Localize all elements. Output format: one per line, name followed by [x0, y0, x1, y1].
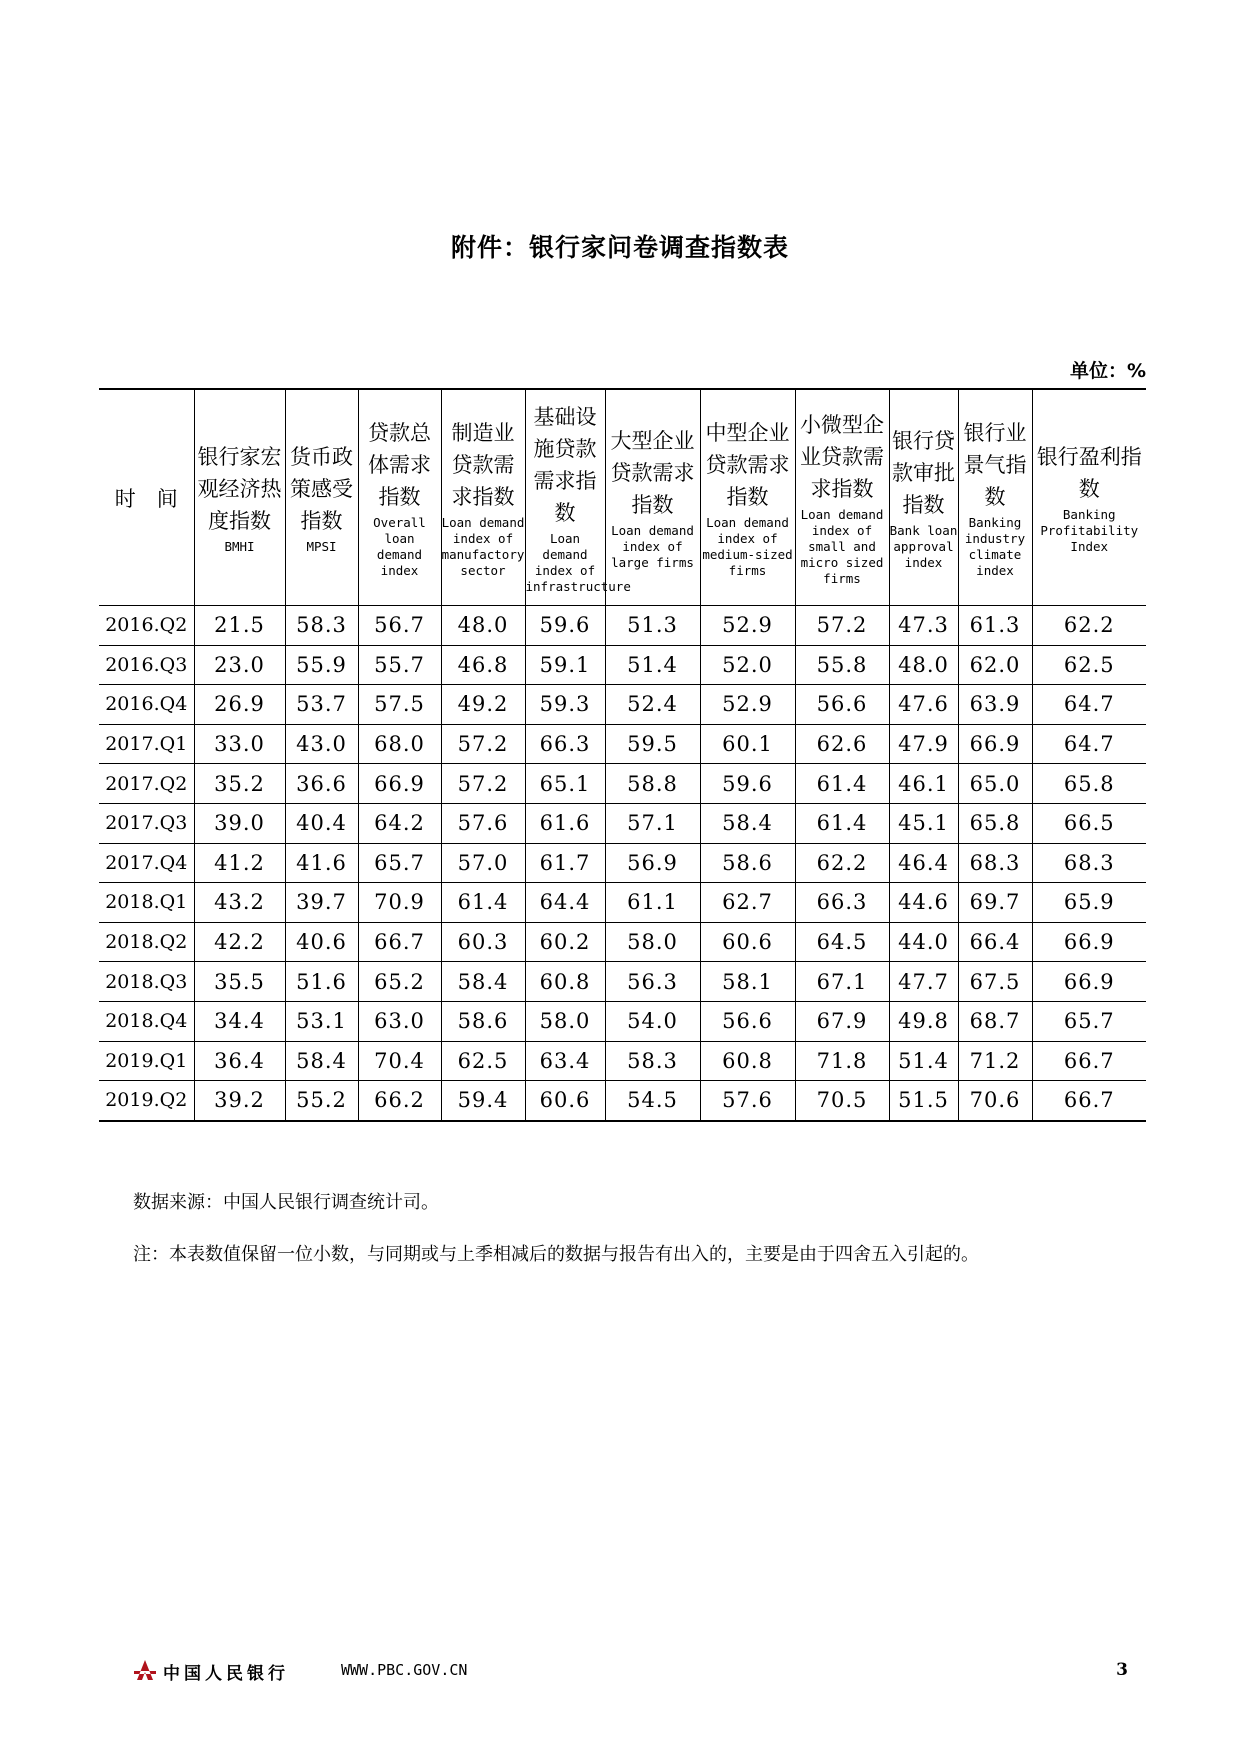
value-cell: 71.8 [795, 1041, 889, 1081]
value-cell: 34.4 [194, 1001, 285, 1041]
column-header [358, 389, 441, 606]
period-cell: 2017.Q1 [99, 724, 194, 764]
value-cell: 56.9 [605, 843, 700, 883]
value-cell: 58.0 [525, 1001, 605, 1041]
column-header-en: MPSI [306, 538, 337, 554]
value-cell: 57.6 [700, 1081, 795, 1121]
value-cell: 49.8 [889, 1001, 958, 1041]
value-cell: 42.2 [194, 922, 285, 962]
value-cell: 51.3 [605, 606, 700, 646]
value-cell: 55.7 [358, 645, 441, 685]
value-cell: 69.7 [958, 883, 1032, 923]
column-header [441, 389, 525, 606]
value-cell: 66.9 [1032, 922, 1146, 962]
column-header-en: Overall loan demand index [373, 514, 426, 578]
index-table [99, 388, 1146, 1122]
value-cell: 51.4 [605, 645, 700, 685]
value-cell: 67.5 [958, 962, 1032, 1002]
value-cell: 64.7 [1032, 685, 1146, 725]
value-cell: 58.4 [285, 1041, 358, 1081]
table-row [99, 883, 1146, 923]
value-cell: 51.5 [889, 1081, 958, 1121]
value-cell: 65.2 [358, 962, 441, 1002]
value-cell: 62.0 [958, 645, 1032, 685]
table-header-row [99, 389, 1146, 606]
value-cell: 41.6 [285, 843, 358, 883]
value-cell: 66.7 [1032, 1081, 1146, 1121]
value-cell: 44.6 [889, 883, 958, 923]
value-cell: 66.9 [1032, 962, 1146, 1002]
value-cell: 44.0 [889, 922, 958, 962]
value-cell: 65.1 [525, 764, 605, 804]
value-cell: 46.4 [889, 843, 958, 883]
value-cell: 36.4 [194, 1041, 285, 1081]
column-header-en: BMHI [224, 538, 255, 554]
value-cell: 59.3 [525, 685, 605, 725]
value-cell: 47.9 [889, 724, 958, 764]
table-row [99, 1081, 1146, 1121]
source-note: 数据来源：中国人民银行调查统计司。 [133, 1192, 439, 1213]
value-cell: 65.8 [958, 803, 1032, 843]
column-header-en: Banking industry climate index [964, 514, 1026, 578]
value-cell: 66.9 [958, 724, 1032, 764]
time-header-label: 时 间 [114, 486, 178, 511]
value-cell: 52.0 [700, 645, 795, 685]
column-header-cn: 贷款总体需求指数 [368, 420, 431, 509]
remark-note: 注：本表数值保留一位小数，与同期或与上季相减后的数据与报告有出入的，主要是由于四舍五入引起的。 [133, 1244, 979, 1265]
value-cell: 49.2 [441, 685, 525, 725]
value-cell: 56.3 [605, 962, 700, 1002]
value-cell: 52.9 [700, 606, 795, 646]
value-cell: 57.2 [441, 764, 525, 804]
value-cell: 47.7 [889, 962, 958, 1002]
table-row [99, 724, 1146, 764]
value-cell: 43.2 [194, 883, 285, 923]
value-cell: 65.0 [958, 764, 1032, 804]
column-header-cn: 小微型企业贷款需求指数 [800, 412, 884, 501]
value-cell: 52.4 [605, 685, 700, 725]
value-cell: 62.2 [1032, 606, 1146, 646]
value-cell: 66.7 [1032, 1041, 1146, 1081]
value-cell: 58.6 [441, 1001, 525, 1041]
value-cell: 62.2 [795, 843, 889, 883]
value-cell: 57.1 [605, 803, 700, 843]
value-cell: 63.4 [525, 1041, 605, 1081]
value-cell: 46.8 [441, 645, 525, 685]
column-header-cn: 银行业景气指数 [963, 420, 1027, 509]
value-cell: 54.0 [605, 1001, 700, 1041]
value-cell: 41.2 [194, 843, 285, 883]
value-cell: 40.6 [285, 922, 358, 962]
value-cell: 68.3 [1032, 843, 1146, 883]
value-cell: 66.9 [358, 764, 441, 804]
value-cell: 64.5 [795, 922, 889, 962]
time-header [99, 389, 194, 606]
period-cell: 2016.Q2 [99, 606, 194, 646]
value-cell: 58.3 [605, 1041, 700, 1081]
value-cell: 56.6 [700, 1001, 795, 1041]
value-cell: 21.5 [194, 606, 285, 646]
column-header [958, 389, 1032, 606]
value-cell: 66.3 [795, 883, 889, 923]
column-header [1032, 389, 1146, 606]
value-cell: 60.6 [525, 1081, 605, 1121]
value-cell: 61.4 [441, 883, 525, 923]
value-cell: 53.7 [285, 685, 358, 725]
value-cell: 43.0 [285, 724, 358, 764]
column-header-cn: 银行家宏观经济热度指数 [197, 444, 282, 533]
period-cell: 2017.Q3 [99, 803, 194, 843]
column-header-en: Loan demand index of manufactory sector [441, 514, 525, 578]
column-header-en: Loan demand index of small and micro sized firms [800, 506, 884, 586]
unit-label: 单位：% [1069, 360, 1146, 382]
column-header [605, 389, 700, 606]
value-cell: 68.3 [958, 843, 1032, 883]
value-cell: 60.3 [441, 922, 525, 962]
table-row [99, 962, 1146, 1002]
column-header-en: Banking Profitability Index [1040, 506, 1139, 554]
value-cell: 67.1 [795, 962, 889, 1002]
value-cell: 39.2 [194, 1081, 285, 1121]
value-cell: 35.5 [194, 962, 285, 1002]
period-cell: 2017.Q4 [99, 843, 194, 883]
value-cell: 57.2 [795, 606, 889, 646]
value-cell: 60.1 [700, 724, 795, 764]
value-cell: 57.0 [441, 843, 525, 883]
value-cell: 60.6 [700, 922, 795, 962]
value-cell: 61.1 [605, 883, 700, 923]
value-cell: 66.5 [1032, 803, 1146, 843]
table-row [99, 685, 1146, 725]
value-cell: 70.9 [358, 883, 441, 923]
value-cell: 45.1 [889, 803, 958, 843]
value-cell: 47.3 [889, 606, 958, 646]
column-header-en: Loan demand index of infrastructure [525, 530, 631, 594]
value-cell: 57.2 [441, 724, 525, 764]
value-cell: 58.6 [700, 843, 795, 883]
value-cell: 62.6 [795, 724, 889, 764]
column-header [194, 389, 285, 606]
column-header-cn: 制造业贷款需求指数 [451, 420, 515, 509]
pbc-logo-icon [133, 1659, 157, 1681]
column-header-en: Bank loan approval index [889, 522, 958, 570]
value-cell: 60.8 [700, 1041, 795, 1081]
period-cell: 2017.Q2 [99, 764, 194, 804]
value-cell: 57.6 [441, 803, 525, 843]
value-cell: 46.1 [889, 764, 958, 804]
value-cell: 59.5 [605, 724, 700, 764]
value-cell: 59.6 [700, 764, 795, 804]
period-cell: 2018.Q3 [99, 962, 194, 1002]
column-header-cn: 大型企业贷款需求指数 [610, 428, 695, 517]
value-cell: 39.0 [194, 803, 285, 843]
value-cell: 66.3 [525, 724, 605, 764]
value-cell: 55.9 [285, 645, 358, 685]
value-cell: 58.8 [605, 764, 700, 804]
page-number: 3 [1116, 1660, 1128, 1680]
value-cell: 70.5 [795, 1081, 889, 1121]
value-cell: 66.2 [358, 1081, 441, 1121]
value-cell: 52.9 [700, 685, 795, 725]
value-cell: 61.7 [525, 843, 605, 883]
value-cell: 66.4 [958, 922, 1032, 962]
value-cell: 53.1 [285, 1001, 358, 1041]
value-cell: 59.6 [525, 606, 605, 646]
value-cell: 58.0 [605, 922, 700, 962]
page-title: 附件：银行家问卷调查指数表 [450, 233, 789, 262]
value-cell: 36.6 [285, 764, 358, 804]
value-cell: 58.3 [285, 606, 358, 646]
value-cell: 33.0 [194, 724, 285, 764]
column-header [285, 389, 358, 606]
value-cell: 63.0 [358, 1001, 441, 1041]
value-cell: 57.5 [358, 685, 441, 725]
column-header-cn: 银行贷款审批指数 [892, 428, 955, 517]
period-cell: 2019.Q1 [99, 1041, 194, 1081]
value-cell: 65.8 [1032, 764, 1146, 804]
column-header-cn: 银行盈利指数 [1036, 444, 1142, 501]
column-header [700, 389, 795, 606]
value-cell: 54.5 [605, 1081, 700, 1121]
value-cell: 40.4 [285, 803, 358, 843]
table-row [99, 606, 1146, 646]
column-header-cn: 基础设施贷款需求指数 [533, 404, 597, 525]
value-cell: 61.6 [525, 803, 605, 843]
column-header-cn: 中型企业贷款需求指数 [705, 420, 790, 509]
value-cell: 61.3 [958, 606, 1032, 646]
value-cell: 51.4 [889, 1041, 958, 1081]
value-cell: 71.2 [958, 1041, 1032, 1081]
value-cell: 61.4 [795, 803, 889, 843]
value-cell: 70.6 [958, 1081, 1032, 1121]
value-cell: 48.0 [889, 645, 958, 685]
value-cell: 60.2 [525, 922, 605, 962]
period-cell: 2016.Q4 [99, 685, 194, 725]
value-cell: 61.4 [795, 764, 889, 804]
value-cell: 58.4 [441, 962, 525, 1002]
value-cell: 64.7 [1032, 724, 1146, 764]
value-cell: 26.9 [194, 685, 285, 725]
website-link[interactable]: WWW.PBC.GOV.CN [341, 1661, 468, 1679]
value-cell: 62.5 [1032, 645, 1146, 685]
table-row [99, 764, 1146, 804]
table-row [99, 922, 1146, 962]
value-cell: 62.5 [441, 1041, 525, 1081]
value-cell: 58.1 [700, 962, 795, 1002]
value-cell: 65.9 [1032, 883, 1146, 923]
value-cell: 55.2 [285, 1081, 358, 1121]
value-cell: 59.1 [525, 645, 605, 685]
value-cell: 56.7 [358, 606, 441, 646]
period-cell: 2018.Q2 [99, 922, 194, 962]
value-cell: 68.7 [958, 1001, 1032, 1041]
value-cell: 70.4 [358, 1041, 441, 1081]
value-cell: 64.4 [525, 883, 605, 923]
value-cell: 63.9 [958, 685, 1032, 725]
value-cell: 39.7 [285, 883, 358, 923]
period-cell: 2018.Q1 [99, 883, 194, 923]
value-cell: 65.7 [358, 843, 441, 883]
column-header [795, 389, 889, 606]
table-row [99, 843, 1146, 883]
value-cell: 55.8 [795, 645, 889, 685]
column-header-cn: 货币政策感受指数 [290, 444, 353, 533]
column-header [889, 389, 958, 606]
value-cell: 66.7 [358, 922, 441, 962]
period-cell: 2019.Q2 [99, 1081, 194, 1121]
bank-name: 中国人民银行 [163, 1664, 289, 1684]
column-header-en: Loan demand index of medium-sized firms [702, 514, 793, 578]
value-cell: 58.4 [700, 803, 795, 843]
value-cell: 51.6 [285, 962, 358, 1002]
value-cell: 23.0 [194, 645, 285, 685]
period-cell: 2018.Q4 [99, 1001, 194, 1041]
value-cell: 47.6 [889, 685, 958, 725]
value-cell: 64.2 [358, 803, 441, 843]
value-cell: 48.0 [441, 606, 525, 646]
value-cell: 35.2 [194, 764, 285, 804]
table-row [99, 1041, 1146, 1081]
value-cell: 62.7 [700, 883, 795, 923]
value-cell: 67.9 [795, 1001, 889, 1041]
period-cell: 2016.Q3 [99, 645, 194, 685]
value-cell: 59.4 [441, 1081, 525, 1121]
value-cell: 56.6 [795, 685, 889, 725]
table-row [99, 645, 1146, 685]
value-cell: 65.7 [1032, 1001, 1146, 1041]
column-header [525, 389, 631, 606]
column-header-en: Loan demand index of large firms [611, 522, 694, 570]
table-row [99, 803, 1146, 843]
value-cell: 60.8 [525, 962, 605, 1002]
table-row [99, 1001, 1146, 1041]
footer [133, 1657, 1146, 1683]
value-cell: 68.0 [358, 724, 441, 764]
table-body [99, 606, 1146, 1121]
